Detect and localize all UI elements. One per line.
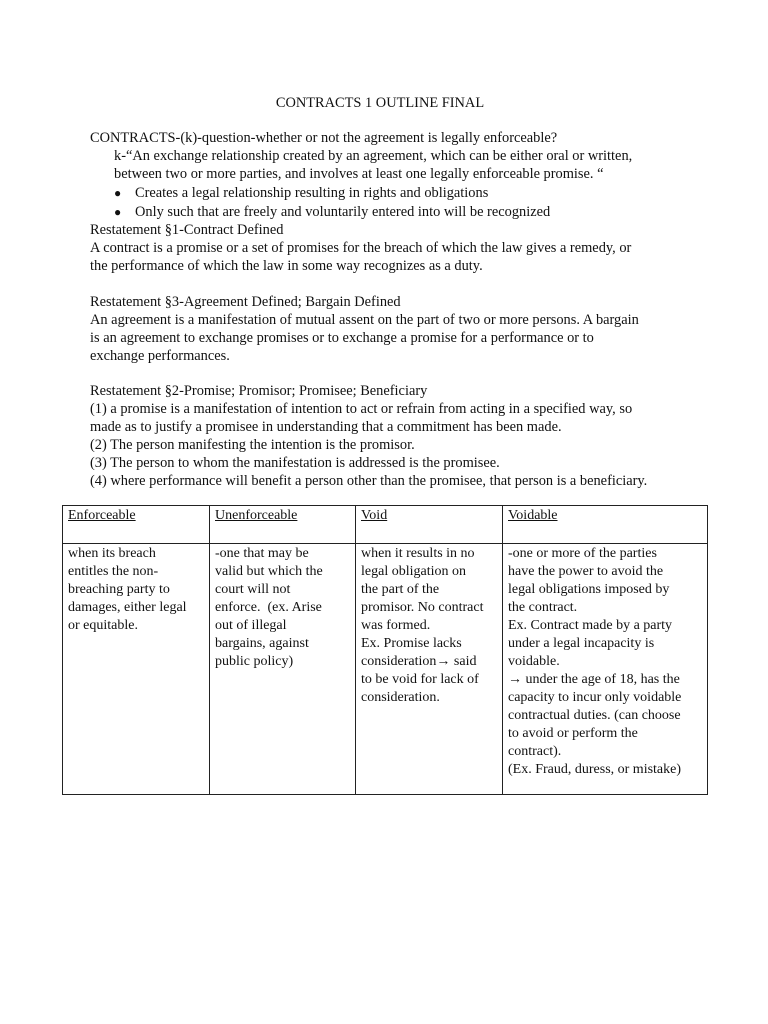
cell-text-line: legal obligations imposed by [508, 582, 670, 597]
table-header-row [63, 506, 708, 544]
section3-text-line: An agreement is a manifestation of mutual assent on the part of two or more persons. A bargain [90, 312, 639, 328]
cell-text-line: breaching party to [68, 582, 170, 597]
section2-heading: Restatement §2-Promise; Promisor; Promisee; Beneficiary [90, 383, 428, 399]
cell-unenforceable [210, 544, 356, 795]
header-cell-void: Void [356, 506, 503, 544]
cell-text-line: the contract. [508, 600, 578, 615]
section1-text-line: the performance of which the law in some way recognizes as a duty. [90, 258, 483, 274]
cell-text-line: (Ex. Fraud, duress, or mistake) [508, 762, 682, 777]
intro-definition-line: k-“An exchange relationship created by an agreement, which can be either oral or written, [114, 148, 633, 164]
bullet-icon: ● [114, 205, 122, 219]
bullet-item: Creates a legal relationship resulting in rights and obligations [135, 185, 489, 201]
cell-text-line: enforce. (ex. Arise [215, 600, 322, 615]
section2-text-line: (3) The person to whom the manifestation is addressed is the promisee. [90, 455, 500, 471]
bullet-item: Only such that are freely and voluntarily entered into will be recognized [135, 204, 551, 220]
cell-text-line: out of illegal [215, 618, 287, 633]
cell-text-line: entitles the non- [68, 564, 159, 579]
section2-text-line: (2) The person manifesting the intention is the promisor. [90, 437, 415, 453]
cell-text-line: Ex. Promise lacks [361, 636, 462, 651]
section3-text-line: exchange performances. [90, 348, 230, 364]
cell-text-line: to be void for lack of [361, 672, 479, 687]
cell-text-line: was formed. [361, 618, 431, 633]
cell-text-line: have the power to avoid the [508, 564, 664, 579]
cell-text-line: contractual duties. (can choose [508, 708, 681, 723]
section2-text-line: made as to justify a promisee in understanding that a commitment has been made. [90, 419, 562, 435]
header-cell-voidable: Voidable [503, 506, 708, 544]
cell-text-line: capacity to incur only voidable [508, 690, 682, 705]
cell-text-line: or equitable. [68, 618, 138, 633]
section3-text-line: is an agreement to exchange promises or to exchange a promise for a performance or to [90, 330, 594, 346]
cell-text-line: consideration→ said [361, 654, 477, 669]
cell-text-line: promisor. No contract [361, 600, 484, 615]
cell-text-line: public policy) [215, 654, 294, 669]
cell-text-line: when it results in no [361, 546, 475, 561]
cell-text-line: → under the age of 18, has the [508, 672, 680, 687]
header-cell-enforceable: Enforceable [63, 506, 210, 544]
cell-enforceable [63, 544, 210, 795]
cell-text-line: the part of the [361, 582, 440, 597]
cell-void [356, 544, 503, 795]
cell-voidable [503, 544, 708, 795]
intro-definition-line: between two or more parties, and involves at least one legally enforceable promise. “ [114, 166, 604, 182]
intro-question: CONTRACTS-(k)-question-whether or not the agreement is legally enforceable? [90, 130, 558, 146]
section1-text-line: A contract is a promise or a set of promises for the breach of which the law gives a remedy, or [90, 240, 632, 256]
cell-text-line: to avoid or perform the [508, 726, 638, 741]
header-cell-unenforceable: Unenforceable [210, 506, 356, 544]
section3-heading: Restatement §3-Agreement Defined; Bargain Defined [90, 294, 401, 310]
page-title: CONTRACTS 1 OUTLINE FINAL [275, 95, 485, 111]
section2-text-line: (4) where performance will benefit a person other than the promisee, that person is a beneficiary. [90, 473, 648, 489]
bullet-icon: ● [114, 186, 122, 200]
cell-text-line: valid but which the [215, 564, 323, 579]
cell-text-line: Ex. Contract made by a party [508, 618, 673, 633]
cell-text-line: legal obligation on [361, 564, 466, 579]
cell-text-line: consideration. [361, 690, 440, 705]
cell-text-line: bargains, against [215, 636, 309, 651]
definitions-table [62, 505, 708, 795]
section1-heading: Restatement §1-Contract Defined [90, 222, 284, 238]
cell-text-line: under a legal incapacity is [508, 636, 655, 651]
cell-text-line: voidable. [508, 654, 560, 669]
cell-text-line: court will not [215, 582, 291, 597]
cell-text-line: damages, either legal [68, 600, 187, 615]
cell-text-line: -one that may be [215, 546, 309, 561]
section2-text-line: (1) a promise is a manifestation of intention to act or refrain from acting in a specified way, so [90, 401, 633, 417]
cell-text-line: when its breach [68, 546, 156, 561]
cell-text-line: -one or more of the parties [508, 546, 657, 561]
cell-text-line: contract). [508, 744, 562, 759]
table-row [63, 544, 708, 795]
